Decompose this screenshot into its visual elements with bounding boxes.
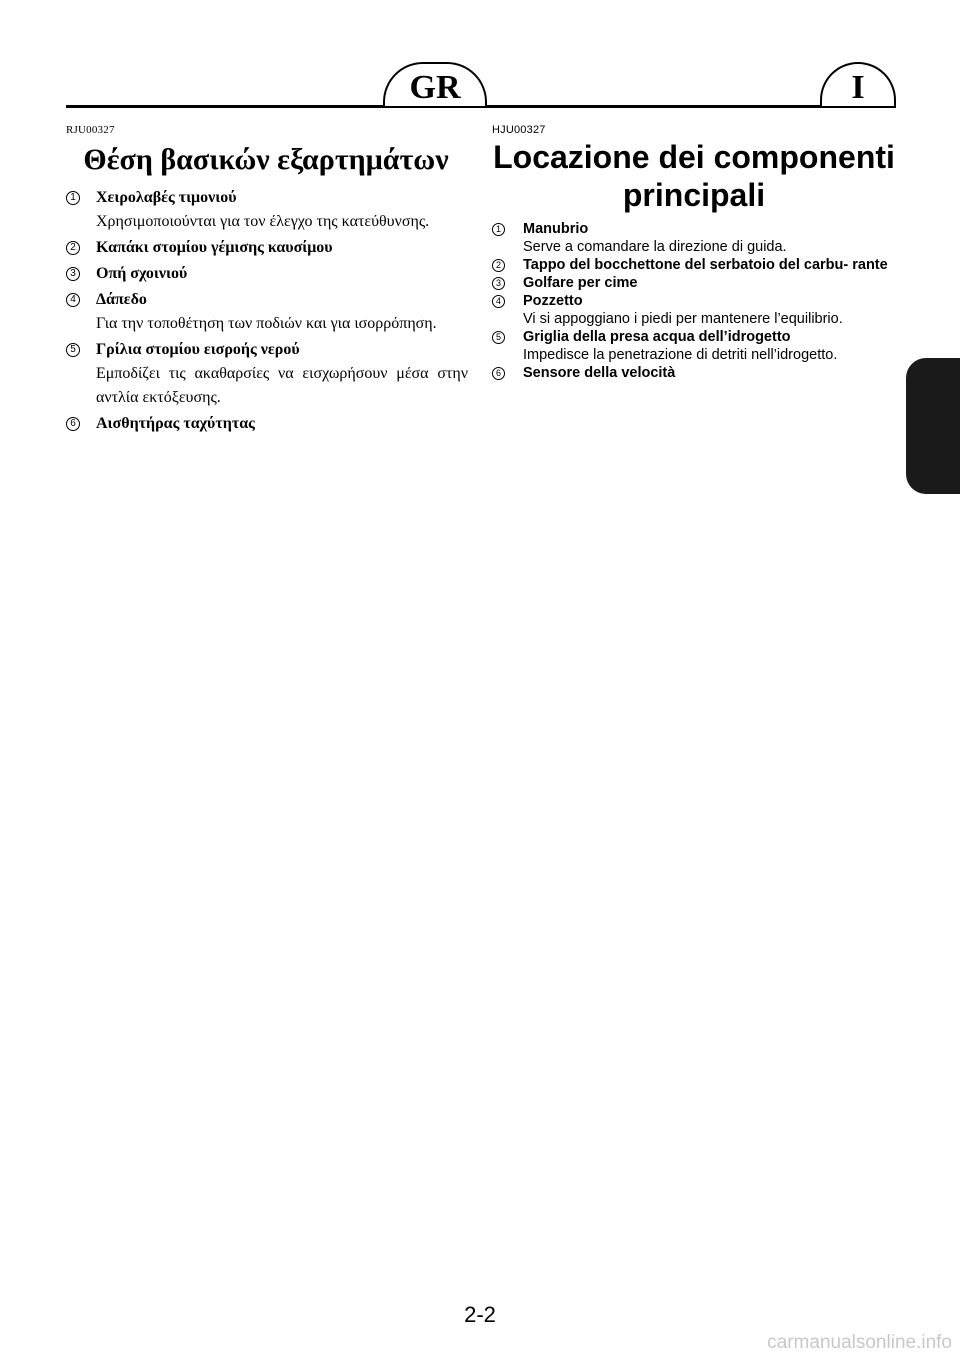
list-item — [66, 262, 468, 286]
item-number: 3 — [492, 277, 505, 290]
item-number: 4 — [492, 295, 505, 308]
item-label: Αισθητήρας ταχύτητας — [96, 415, 255, 432]
item-number: 2 — [66, 241, 80, 255]
item-number: 3 — [66, 267, 80, 281]
list-item — [492, 274, 896, 292]
item-label: Manubrio — [523, 221, 589, 237]
item-number: 1 — [66, 191, 80, 205]
list-item — [66, 236, 468, 260]
site-watermark[interactable]: carmanualsonline.info — [767, 1332, 952, 1353]
item-label: Δάπεδο — [96, 291, 147, 308]
item-label: Γρίλια στομίου εισροής νερού — [96, 341, 300, 358]
section-thumb-tab — [906, 358, 960, 494]
item-description: Impedisce la penetrazione di detriti nell’idrogetto. — [523, 347, 838, 363]
item-label: Golfare per cime — [523, 275, 638, 291]
list-item — [492, 328, 896, 364]
greek-component-list — [66, 186, 468, 438]
list-item — [66, 338, 468, 410]
item-number: 4 — [66, 293, 80, 307]
italian-section-code: HJU00327 — [492, 124, 546, 136]
item-number: 6 — [66, 417, 80, 431]
list-item — [66, 412, 468, 436]
item-label: Οπή σχοινιού — [96, 265, 188, 282]
item-label: Pozzetto — [523, 293, 583, 309]
item-description: Vi si appoggiano i piedi per mantenere l’equilibrio. — [523, 311, 843, 327]
item-number: 1 — [492, 223, 505, 236]
item-number: 5 — [66, 343, 80, 357]
lang-badge-i: I — [820, 62, 896, 106]
greek-section-code: RJU00327 — [66, 124, 115, 136]
item-number: 5 — [492, 331, 505, 344]
list-item — [492, 364, 896, 382]
item-label: Sensore della velocità — [523, 365, 676, 381]
item-description: Serve a comandare la direzione di guida. — [523, 239, 787, 255]
list-item — [492, 292, 896, 328]
page-number: 2-2 — [464, 1302, 496, 1327]
item-label: Griglia della presa acqua dell’idrogetto — [523, 329, 791, 345]
greek-section-title: Θέση βασικών εξαρτημάτων — [83, 143, 449, 176]
item-number: 2 — [492, 259, 505, 272]
italian-component-list — [492, 220, 896, 382]
lang-badge-gr: GR — [383, 62, 487, 106]
list-item — [66, 288, 468, 336]
item-description: Για την τοποθέτηση των ποδιών και για ισορρόπηση. — [96, 315, 437, 332]
item-description: Χρησιμοποιούνται για τον έλεγχο της κατεύθυνσης. — [96, 213, 430, 230]
list-item — [492, 220, 896, 256]
italian-section-title: Locazione dei componenti principali — [493, 139, 895, 213]
list-item — [492, 256, 896, 274]
item-label: Καπάκι στομίου γέμισης καυσίμου — [96, 239, 333, 256]
item-label: Χειρολαβές τιμονιού — [96, 189, 237, 206]
item-description: Εμποδίζει τις ακαθαρσίες να εισχωρήσουν μέσα στην αντλία εκτόξευσης. — [96, 365, 468, 406]
item-label: Tappo del bocchettone del serbatoio del carbu- rante — [523, 257, 888, 273]
list-item — [66, 186, 468, 234]
item-number: 6 — [492, 367, 505, 380]
